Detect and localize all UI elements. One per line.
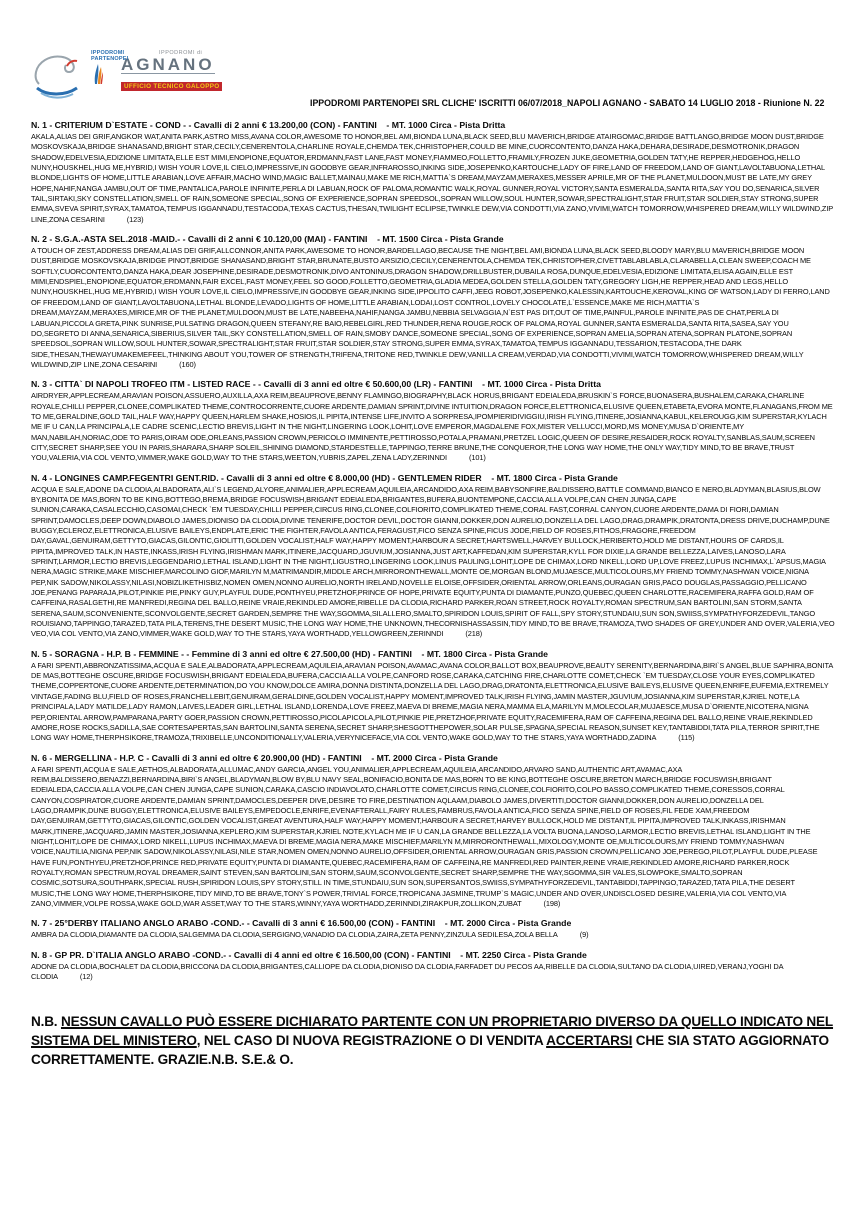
horse-names: ADONE DA CLODIA,BOCHALET DA CLODIA,BRICCONA DA CLODIA,BRIGANTES,CALLIOPE DA CLODIA,DIONISO DA CLODIA,FARFADET DU PECOS AA,RIBELLE DA CLODIA,SULTANO DA CLODIA,UIRED,VERANJ,YOGHI DA CLODIA — [31, 961, 784, 982]
horse-names: A TOUCH OF ZEST,ADDRESS DREAM,ALIAS DEI GRIF,ALLCONNOR,ANITA PARK,AWESOME TO HONOR,BARDELLAGO,BECAUSE THE NIGHT,BEL AMI,BIONDA LUNA,BLACK SEED,BLOODY MARY,BLU MAVERICH,BRIDGE MOON DUST,BRIDGE MOSKOVSKAJA,BRIDGE PINOT,BRIDGE SHANASAND,BRIGHT STAR,BRUNATE,BUSTO ARSIZIO,CECILY,CENERENTOLA,CHEMDA TEK,CHRISTOPHER,CIVETTABLABLABLA,CLARABELLA,CLEAN SWEEP,COACH ME SOFTLY,CUORCONTENTO,DANZA HAKA,DEAR JOSEPHINE,DESIRADE,DESMOTRONIK,DIVO ANTONINUS,DRAGON SHADOW,DRILLBUSTER,DUBAILA ROSA,DUNQUE,EDELVESIA,EDIZIONE LIMITATA,ELISA AGAIN,ELLE EST MIMI,ENDSPIEL,ENOPIONE,EQUATOR,ERDMANN,FAIR EXCEL,FAST MONEY,FEEL SO GOOD,FOLLETTO,GEOMETRIA,GLADIA MEDEA,GOLDEN STELLA,GOLDEN TATY,GREGORY LIGH,HE REPPER,HEAD AND LEGS,HELLO NUNY,HOUSKHEL,HUG ME,HYBRID,I WISH YOUR LOVE,IL CIELO,IMPRESSIVE,IN GOODBYE GEAR,INKING SIDE,IPPOLITO CAFFI,JEEG ROBOT,JOSEPENKO,KALESSIN,KARTOUCHE,KEROVAL,KING OF WATSON,LADY DI FERRO,LAND OF FREEDOM,LAND OF GIANT,LAVOLTABUONA,LETHAL BLONDE,LEVADO,LIGHTS OF HOME,LITTLE ARABIAN,LODAI,LOST CONTROL,LOVELY CHOCOLATE,L`ESSENCE,MAKE ME RICH,MATTIA`S DREAM,MAYZAM,MERAXES,MIRICE,MR OF THE PLANET,MULDOON,MUST BE LATE,NABEEHA,NAHIF,NANGA JAMBU,NEBBIA SELVAGGIA,N`EST PAS DIT,OUT OF TIME,PAINFUL,PAROLE INFINITE,PAS DE CHAT,PERLA DI LABUAN,PICCOLA GRETA,PINK SUNRISE,PULSATING DRAGON,QUEEN STEFANY,RE BAIO,REBELGIRL,RED THUNDER,RENA ROUGE,ROCK OF PALOMA,ROYAL GUNNER,SANTA ESMERALDA,SANTA RITA,SASEA,SAY YOU DO,SEGRETO DI ANNA,SENARICA,SIBERIUS,SILVER TAIL,SKY CONSTELLATION,SMELL OF RAIN,SMOBY DANCE,SOMEONE SPECIAL,SONG OF EXPERIENCE,SOPRAN AMELIA,SOPRAN ATENA,SOPRAN PLATONE,SOPRAN SPEEDSOL,SOPRAN WILLOW,SOUL HUNTER,SOWAR,SPECTRALIGHT,STAR FRUIT,STAR SOLDIER,STAY STRONG,SUPER EMMA,SYRAX,TAMATOA,TEMPUS IGGANNADU,TESSARION,TESTACODA,THE DARK SIDE,THESAN,THEWAYUMAKEMEFEEL,THINKING ABOUT YOU,TOWER OF STRENGTH,TRIFENA,TRITONE RED,TWINKLE DEW,VANILLA CREAM,VERDAD,VIA CONDOTTI,VIVIMI,WATCH TOMORROW,WHISPERED DREAM,WILLY WILDWIND,ZIP LINE,ZONA CESARINI — [31, 246, 830, 369]
race-entry-count: (123) — [126, 214, 144, 224]
footer-segment: ACCERTARSI — [546, 1033, 633, 1049]
race-header: N. 3 - CITTA` DI NAPOLI TROFEO ITM - LISTED RACE - - Cavalli di 3 anni ed oltre € 50.600,00 (LR) - FANTINI - MT. 1000 Circa - Pista Dritta — [31, 379, 601, 390]
race-entry-count: (115) — [678, 733, 695, 743]
horse-names: AKALA,ALIAS DEI GRIF,ANGKOR WAT,ANITA PARK,ASTRO MISS,AVANA COLOR,AWESOME TO HONOR,BEL AMI,BIONDA LUNA,BLACK SEED,BLU MAVERICH,BRIDGE ATAIRGOMAC,BRIDGE BATTLANGO,BRIDGE MOON DUST,BRIDGE MOSKOVSKAJA,BRIDGE SHANASAND,BRIGHT STAR,CECILY,CENERENTOLA,CHARLINE ROYALE,CHEMDA TEK,CHRISTOPHER,COULD BE MINE,CUORCONTENTO,DANZA HAKA,DEHARA,DESIRADE,DESMOTRONIK,DRAGON SHADOW,EDELVESIA,EDIZIONE LIMITATA,ELLE EST MIMI,ENOPIONE,EQUATOR,ERDMANN,FAST LANE,FAST MONEY,FIAMMEO,FOLLETTO,FRAMILY,FROZEN JUKE,GEOMETRIA,GOLDEN TATY,HE REPPER,HEDGEHOG,HELLO NUNY,HOUSKHEL,HUG ME,HYBRID,I WISH YOUR LOVE,IL CIELO,IMPRESSIVE,IN GOODBYE GEAR,INFRAROSSO,INKING SIDE,JOSEPENKO,KARTOUCHE,LADY OF FIRE,LAND OF FREEDOM,LAND OF GIANT,LAVOLTABUONA,LETHAL BLONDE,LIGHTS OF HOME,LITTLE ARABIAN,LOVE AFFAIR,MACHO WIND,MAGIC BALLET,MAINAU,MAKE ME RICH,MATTIA`S DREAM,MAYZAM,MERAXES,MESSER APRILE,MR OF THE PLANET,MULDOON,MUST BE LATE,MY GREY HOPE,NAHIF,NANGA JAMBU,OUT OF TIME,PANTALICA,PAROLE INFINITE,PERLA DI LABUAN,ROCK OF PALOMA,ROMANTIC WALK,ROYAL GUNNER,ROYAL VICTORY,SANTA ESMERALDA,SANTA RITA,SAY YOU DO,SENARICA,SILVER TAIL,SIRTAKI,SKY CONSTELLATION,SMELL OF RAIN,SOMEONE SPECIAL,SONG OF EXPERIENCE,SOPRAN SPEEDSOL,SOPRAN WILLOW,SOUL HUNTER,SOWAR,SPECTRALIGHT,STAR FRUIT,STAR SOLDIER,STAY STRONG,SUPER EMMA,SVEVA SPIRIT,SYRAX,TAMATOA,TEMPUS IGGANNADU,TESTACODA,TEXAS CACTUS,THESAN,TWILIGHT ECLIPSE,TWINKLE DEW,VIA CONDOTTI,VIA ZANO,VIVIMI,WATCH TOMORROW,WHISPERED DREAM,WILLY WILDWIND,ZIP LINE,ZONA CESARINI — [31, 132, 833, 224]
race-section — [31, 120, 835, 225]
race-header: N. 2 - S.G.A.-ASTA SEL.2018 -MAID.- - Cavalli di 2 anni € 10.120,00 (MAI) - FANTINI - MT. 1500 Circa - Pista Grande — [31, 234, 504, 245]
race-header: N. 4 - LONGINES CAMP.FEGENTRI GENT.RID. - Cavalli di 3 anni ed oltre € 8.000,00 (HD) - GENTLEMEN RIDER - MT. 1800 Circa - Pista Grande — [31, 472, 618, 483]
horse-swoosh-icon — [31, 50, 89, 102]
race-entry-count: (160) — [179, 359, 196, 369]
logo-org-name: IPPODROMI PARTENOPEI — [91, 50, 129, 62]
flame-icon — [93, 62, 103, 84]
race-horse-list — [31, 765, 835, 910]
race-header: N. 7 - 25°DERBY ITALIANO ANGLO ARABO -COND.- - Cavalli di 3 anni € 16.500,00 (CON) - FANTINI - MT. 2000 Circa - Pista Grande — [31, 918, 572, 929]
race-header: N. 5 - SORAGNA - H.P. B - FEMMINE - - Femmine di 3 anni ed oltre € 27.500,00 (HD) - FANTINI - MT. 1800 Circa - Pista Grande — [31, 648, 549, 659]
footer-segment: NESSUN CAVALLO PUÒ ESSERE DICHIARATO PARTENTE CON UN PROPRIETARIO DIVERSO DA QUELLO INDICATO NEL SISTEMA DEL MINISTERO — [31, 1014, 834, 1049]
horse-names: AMBRA DA CLODIA,DIAMANTE DA CLODIA,SALGEMMA DA CLODIA,SERGIGNO,VANADIO DA CLODIA,ZAIRA,ZETA PENNY,ZINZULA SEDILESA,ZOLA BELLA — [31, 930, 558, 940]
race-horse-list — [31, 132, 835, 225]
race-horse-list — [31, 391, 835, 463]
race-section — [31, 753, 835, 910]
race-header: N. 6 - MERGELLINA - H.P. C - Cavalli di 3 anni ed oltre € 20.900,00 (HD) - FANTINI - MT. 2000 Circa - Pista Grande — [31, 752, 498, 763]
footer-segment: CHE SIA STATO AGGIORNATO CORRETTAMENTE. GRAZIE.N.B. S.E.& O. — [31, 1033, 829, 1068]
race-entry-count: (218) — [465, 629, 483, 639]
race-section — [31, 473, 835, 640]
race-list — [31, 120, 835, 982]
race-horse-list — [31, 485, 835, 640]
agnano-wordmark: AGNANO — [121, 55, 215, 74]
horse-names: A FARI SPENTI,ACQUA E SALE,AETHOS,ALBADORATA,ALLUMAC,ANDY GARCIA,ANGEL YOU,ANIMALIER,APPLECREAM,AQUILEIA,ARCANDIDO,ARVARO SAND,AUTHENTIC ART,AVAMAC,AXA REIM,BALDISSERO,BENAZZI,BERNARDINA,BIRI`S ANGEL,BLADYMAN,BLOW BY,BLU NAVY SEAL,BONIFACIO,BONITA DE MAS,BORN TO BE KING,BOTTEGHE OSCURE,BRETON MARCH,BRIDGE FOCUSWISH,BRIGANT EDEIALEDA,CACCIA ALLA VOLPE,CAN CHEN JUNGA,CAPE SUNION,CARAKA,CASCIO INDIAVOLATO,CHARLOTTE COMET,CIRCUS RING,CLONEE,COLFIORITO,COLPO BASSO,COMPLIKATED THEME,CORESSOS,CORRAL CANYON,COSPIRATOR,CUORE ARDENTE,DAMIAN SPRINT,DAMOCLES,DEEPER DIVE,DESIRE TO FIRE,DESTINATION AQLAAM,DIABOLO JAMES,DIVERTITI,DOCTOR GIANNI,DOKKER,DON AURELIO,DONZELLA DEL LAGO,DRAMPIK,DUNE BUGGY,ELETTRONICA,ELUSIVE BAILEYS,EMPEDOCLE,ENRIFE,EVENAFTERALL,FAIRY RULES,FAMBRUS,FAVOLA ANTICA,FICO SENZA SPINE,FIELD OF ROSES,FIL FEDE XAM,FREEDOM DAY,GENUIRAM,GETTYTO,GIACAS,GILONTIC,GOLDEN VOCALIST,GREAT AVENTURA,HALF WAY,HAPPY MOMENT,HARBOUR A SECRET,HARVEY BULLOCK,HOLD ME DISTANT,IL PIPITA,IMPROVED TALK,INKASS,IRISHMAN MARK,ITINERE,JACQUARD,JAMIN MASTER,JOSIANNA,KEPLERO,KIM SUPERSTAR,KJRIEL NOTE,KYLACH ME IF U CAN,LA GRANDE BELLEZZA,LA VOLTA BUONA,LANOSO,LARMOR,LECTIO BREVIS,LETHAL ISLAND,LIGHT IN THE NIGHT,LOHIT,LOPE DE CHIMAX,LORD NIKELL,LUPUS INCHIMAX,MAEVA DI BREME,MAGIA NERA,MAKE MISCHIEF,MARILYN M,MIRRORONTHEWALL,MIXOLOGY,MONTE OE,MULTICOLOURS,MY FRIEND TOMMY,NASHWAN VOICE,NAUTILIA,NIGNA PEP,NIK SADOW,NIKOLASSY,NILASI,NILE STAR,NOMEN OMEN,NONNO AURELIO,OFFSIDER,ORIENTAL ARROW,OURAGAN GRIS,PASSION CROWN,PELLICANO JOE,PEREGO,PILOT,PLAYFUL DUDE,PLEASE HAVE FUN,PONTHYEU,PRETZHOF,PRINCE RED,PRIVATE EQUITY,PUNTA DI DIAMANTE,QUEBEC,RACEMIFERA,RAM OF CAFFEINA,RE MANFREDI,RED PAINTER,REINE VRAIE,REKINDLED AMORE,RICHARD PARKER,ROCK ROYALTY,ROMAN SPECTRUM,ROYAL DREAMER,SAINT STEVEN,SAN BARTOLINI,SAN STORM,SAUM,SCONVOLGENTE,SECRET SHARP,SEMPRE THE WAY,SGOMMA,SIR VALES,SLOWPOKE,SMALTO,SOPRAN COSMIC,SOTSURA,SOUTHPARK,SPECIAL RUSH,SPIRIDON LOUIS,SPY STORY,STILL IN TIME,STUNDAIU,SUN SON,SUPERSANTOS,SWIISS,SYMPATHYFORZEDEVIL,TANTABIDDI,TAPPINGO,TARAZED,TATA PILA,THE DESERT MUSIC,THE LONG WAY HOME,THERPHSIKORE,TIDY MIND,TO BE BRAVE,TONY`S POWER,TRIVIAL FORCE,TROPICANA JASMINE,TRUMP`S MAGIC,UNDER AND OVER,UNDISCLOSED DESIRE,VALERIA,VIA COL VENTO,VIA ZANO,VIMMER,VOLPE ROSSA,WAKE GOLD,WAR ASSET,WAY TO THE STARS,WINNY,YAYA WORTHADD,ZERINNDI,ZIRAKPUR,ZOLLIKON,ZUBAT — [31, 764, 818, 908]
footer-segment: N.B. — [31, 1014, 61, 1030]
horse-names: ACQUA E SALE,ADONE DA CLODIA,ALBADORATA,ALI`S LEGEND,ALYORE,ANIMALIER,APPLECREAM,AQUILEIA,ARCANDIDO,AXA REIM,BABYSONFIRE,BALDISSERO,BATTLE COMMAND,BIANCO E NERO,BLADYMAN,BLASIUS,BLOW BY,BONITA DE MAS,BORN TO BE KING,BOTTEGO,BREMA,BRIDGE FOCUSWISH,BRIGANT EDEIALEDA,BRIGANTES,BUFERA,BUONTEMPONE,CACCIA ALLA VOLPE,CAN CHEN JUNGA,CAPE SUNION,CARAKA,CASALECCHIO,CASOMAI,CHECK `EM TUESDAY,CHILLI PEPPER,CIRCUS RING,CLONEE,COLFIORITO,COMPLIKATED THEME,CORAL FAST,CORRAL CANYON,CUORE ARDENTE,DAMA DI FIORI,DAMIAN SPRINT,DAMOCLES,DEEP DOWN,DIABOLO JAMES,DIONISO DA CLODIA,DIVINE TENERIFE,DOCTOR DEVIL,DOCTOR GIANNI,DOKKER,DON AURELIO,DONZELLA DEL LAGO,DRAG,DRAMPIK,DRATONTA,DRESS DRIVE,DUCHAMP,DUNE BUGGY,ECLEROZ,ELETTRONICA,ELUSIVE BAILEYS,ENDPLATE,ERIC THE FIGHTER,FAVOLA ANTICA,FERAGUST,FICO SENZA SPINE,FICUS JODE,FIELD OF ROSES,FITHOS,FRAGORE,FREEDOM DAY,GAVAL,GENUIRAM,GETTYTO,GIACAS,GILONTIC,GIOLITTI,GOLDEN VOCALIST,HALF WAY,HAPPY MOMENT,HARBOUR A SECRET,HARTSWELL,HARVEY BULLOCK,HERIBERTO,HOLD ME DISTANT,HOURS OF CARDS,IL PIPITA,IMPROVED TALK,IN HASTE,INKASS,IRISH FLYING,IRISHMAN MARK,ITINERE,JACQUARD,JGUVIUM,JOSIANNA,JUST ART,KAFFEDAN,KIM SUPERSTAR,KYLL FOR DIXIE,LA GRANDE BELLEZZA,LAIVES,LANOSO,LARA SPRINT,LARMOR,LECTIO BREVIS,LEGGENDARIO,LETHAL ISLAND,LIGHT IN THE NIGHT,LIGUSTRO,LINGERING LOOK,LINUS PAULING,LOHIT,LOPE DE CHIMAX,LORD NIKELL,LORD UP,LOVE FREEZ,LUPUS INCHIMAX,L`APSUS,MAGIA NERA,MAGIC STRIKE,MAKE MISCHIEF,MARCOLINO GIOF,MARILYN M,MATRIMANDIR,MIDDLE ARCH,MIRRORONTHEWALL,MONTE OE,MORGAN BLOND,MUJAESCE,MULTICOLOURS,MY FRIEND TOMMY,NASHWAN VOICE,NIGNA PEP,NIK SADOW,NIKOLASSY,NILASI,NOBIZLIKETHISBIZ,NOMEN OMEN,NONNO AURELIO,NORTH IRELAND,NOVELLE ELOISE,OFFSIDER,ORIENTAL ARROW,ORLEANS,OURAGAN GRIS,PACO DOUGLAS,PASSAGGIO,PELLICANO JOE,PENANG PAPARAJA,PILOT,PINKIE PIE,PINKY GUY,PLAYFUL DUDE,PONTHYEU,PRETZHOF,PRINCE OF HOPE,PRIVATE EQUITY,PUNTA DI DIAMANTE,PUNZO,QUEBEC,QUEEN CHARLOTTE,RACEMIFERA,RAFFA GOLD,RAM OF CAFFEINA,RASALGETHI,RE MANFREDI,REGINA DEL BALLO,REINE VRAIE,REKINDLED AMORE,RIBELLE DA CLODIA,RICHARD PARKER,ROAN STREET,ROCK ROYALTY,ROMAN SPECTRUM,SAN BARTOLINI,SAN STORM,SANTA SERENA,SAUM,SCONVENIENTE,SCONVOLGENTE,SECRET GARDEN,SEMPRE THE WAY,SGOMMA,SILALLERO,SMALTO,SPIRIDON LOUIS,SPIRIT OF FALL,SPY STORY,STUNDAIU,SUN SON,SWIISS,SYMPATHYFORZEDEVIL,TANGO ROUISIANO,TAPPINGO,TARAZED,TATA PILA,TERENS,THE DESERT MUSIC,THE LONG WAY HOME,THE UNKNOWN,THECORNISHASSASSIN,TIDY MIND,TO BE BRAVE,TRAMOZA,TWO SHADES OF GREY,UNDER AND OVER,VALERIA,VEO VEO,VIA COL VENTO,VIA ZANO,VIMMER,WAKE GOLD,WAY TO THE STARS,YAYA WORTHADD,YELLOWGREEN,ZERINNDI — [31, 484, 835, 639]
race-section — [31, 950, 835, 983]
footer-segment: , NEL CASO DI NUOVA REGISTRAZIONE O DI VENDITA — [196, 1033, 547, 1049]
document-title: IPPODROMI PARTENOPEI SRL CLICHE' ISCRITTI 06/07/2018_NAPOLI AGNANO - SABATO 14 LUGLIO 2018 - Riunione N. 22 — [310, 98, 825, 108]
horse-names: A FARI SPENTI,ABBRONZATISSIMA,ACQUA E SALE,ALBADORATA,APPLECREAM,AQUILEIA,ARAVIAN POISON,AVAMAC,AVANA COLOR,BALLOT BOX,BEAUPROVE,BEAUTY SERENITY,BERNARDINA,BIRI`S ANGEL,BLUE SAPHIRA,BONITA DE MAS,BOTTEGHE OSCURE,BRIDGE FOCUSWISH,BRIGANT EDEIALEDA,BUFERA,CACCIA ALLA VOLPE,CANFORD ROSE,CARAKA,CATCHING FIRE,CHARLOTTE COMET,CHECK `EM TUESDAY,CLOSE YOUR EYES,COMPLIKATED THEME,COPPERTONE,CUORE ARDENTE,DETERMINATION,DO YOU KNOW,DOLCE AMIRA,DONNA DISTINTA,DONZELLA DEL LAGO,DRAG,DRATONTA,ELETTRONICA,ELUSIVE BAILEYS,ELUSIVE QUEEN,ENRIFE,EUFEMIA,EXTREMELY VINTAGE,FADING BLU,FIELD OF ROSES,FRANCHELLEBIT,GENUIRAM,GERALDINE,GOLDEN VOCALIST,HAPPY MOMENT,IMPROVED TALK,IRISH FLYING,JAMIN MASTER,JGUVIUM,JOSIANNA,KIM SUPERSTAR,KJRIEL NOTE,LA PRINCIPALA,LADY MATILDE,LADY RAMON,LAIVES,LEADER GIRL,LETHAL ISLAND,LORENDA,LOVE FREEZ,MAEVA DI BREME,MAGIA NERA,MAMMA ELA,MARILYN M,MOLECOLAR,MUJAESCE,MUSA D`ORIENTE,NICOTERA,NIGNA PEP,ORIENTAL ARROW,PAMPARANA,PARTY GOER,PASSION CROWN,PETTIROSSO,PICOLAPICOLA,PILOT,PINKIE PIE,PRETZHOF,PRIVATE EQUITY,RACEMIFERA,RAM OF CAFFEINA,REGINA DEL BALLO,REINE VRAIE,REKINDLED AMORE,ROSE ROCKS,SADILLA,SAE CORTESAPERTAS,SAN BARTOLINI,SANTA SERENA,SECRET SHARP,SHESGOTTHEPOWER,SOLAR PULSE,SPAGNA,SPECIAL REASON,SUNSET KEY,TANTABIDDI,TATA PILA,TERROR SPIRIT,THE LONG WAY HOME,THERPHSIKORE,TRAMOZA,TRIXIBELLE,UNCONDITIONALLY,VALERIA,VERYNICEFACE,VIA COL VENTO,WAKE GOLD,WAY TO THE STARS,YAYA WORTHADD,ZADINA — [31, 660, 833, 743]
race-section — [31, 234, 835, 370]
masthead — [31, 50, 835, 110]
agnano-block — [121, 50, 835, 93]
race-entry-count: (9) — [579, 930, 589, 940]
race-horse-list — [31, 930, 835, 940]
race-header: N. 8 - GP PR. D`ITALIA ANGLO ARABO -COND.- - Cavalli di 4 anni ed oltre € 16.500,00 (CON) - FANTINI - MT. 2250 Circa - Pista Grande — [31, 949, 587, 960]
agnano-subtitle: IPPODROMI di — [159, 50, 203, 56]
race-entry-count: (198) — [543, 899, 561, 908]
race-entry-count: (101) — [468, 453, 486, 463]
ippodromi-partenopei-logo — [31, 50, 143, 102]
horse-names: AIRDRYER,APPLECREAM,ARAVIAN POISON,ASSUERO,AUXILLA,AXA REIM,BEAUPROVE,BENNY FLAMINGO,BIOGRAPHY,BLACK HORUS,BRIGANT EDEIALEDA,BRUSKIN`S FORCE,BUONASERA,BUSHALEM,CARAKA,CHARLINE ROYALE,CHILLI PEPPER,CLONEE,COMPLIKATED THEME,CONTROCORRENTE,CUORE ARDENTE,DAMIAN SPRINT,DIVINE INTUITION,DRAGON FORCE,ELETTRONICA,ELUSIVE QUEEN,ETABETA,EVORA MONTE,FLANAGANS,FROM ME TO ME,GERALDINE,GOLD TAIL,HALF WAY,HAPPY QUEEN,HARLEM SHAKE,HOSIOS,IL PIPITA,INTENSE LIFE,INVITO A SORPRESA,IPOMPIERIDIVIGGIU,IRISH FLYING,ITINERE,JOSIANNA,KABUL,KELEROUGG,KIM SUPERSTAR,KYLACH ME IF U CAN,LA PRINCIPALA,LE CADRE SCENIC,LECTIO BREVIS,LIGHT IN THE NIGHT,LINGERING LOOK,LOHIT,LOVE EMPEROR,MAGDALENE FOX,MISTER VELLUCCI,MORD,MS MONEY,MUSA D`ORIENTE,MY MAN,NABILAH,NORIAC,ODE TO PARIS,OIRAM ODE,ORLEANS,PASSION CROWN,PERICOLO IMMINENTE,PETTIROSSO,POTALA,PRAMANI,PRETZEL LOGIC,QUEEN OF DESIRE,RESAIDER,ROCK ROYALTY,SANBLAS,SAUM,SCREEN CITY,SECRET SHARP,SEE YOU IN PARIS,SHARARA,SHARP SOLEIL,SHINING DIAMOND,STARDESTELLE,TAPPINGO,TERRE BRUNE,THE CONQUEROR,THE LONG WAY HOME,THE ONLY WAY,TIDY MIND,TO BE BRAVE,TRUST YOU,VALERIA,VIA COL VENTO,VIMMER,WAKE GOLD,WAY TO THE STARS,WEETON,YUBRIS,ZAPEL,ZENA LADY,ZERINNDI — [31, 391, 833, 463]
footer-note — [31, 1012, 835, 1069]
race-horse-list — [31, 962, 835, 983]
race-section — [31, 379, 835, 463]
race-horse-list — [31, 246, 835, 370]
logo-text-column — [91, 50, 143, 84]
ufficio-tecnico-badge: UFFICIO TECNICO GALOPPO — [121, 82, 222, 91]
race-section — [31, 649, 835, 744]
race-section — [31, 918, 835, 940]
race-header: N. 1 - CRITERIUM D`ESTATE - COND - - Cavalli di 2 anni € 13.200,00 (CON) - FANTINI - MT. 1000 Circa - Pista Dritta — [31, 120, 506, 130]
race-horse-list — [31, 661, 835, 744]
race-entry-count: (12) — [79, 972, 93, 982]
